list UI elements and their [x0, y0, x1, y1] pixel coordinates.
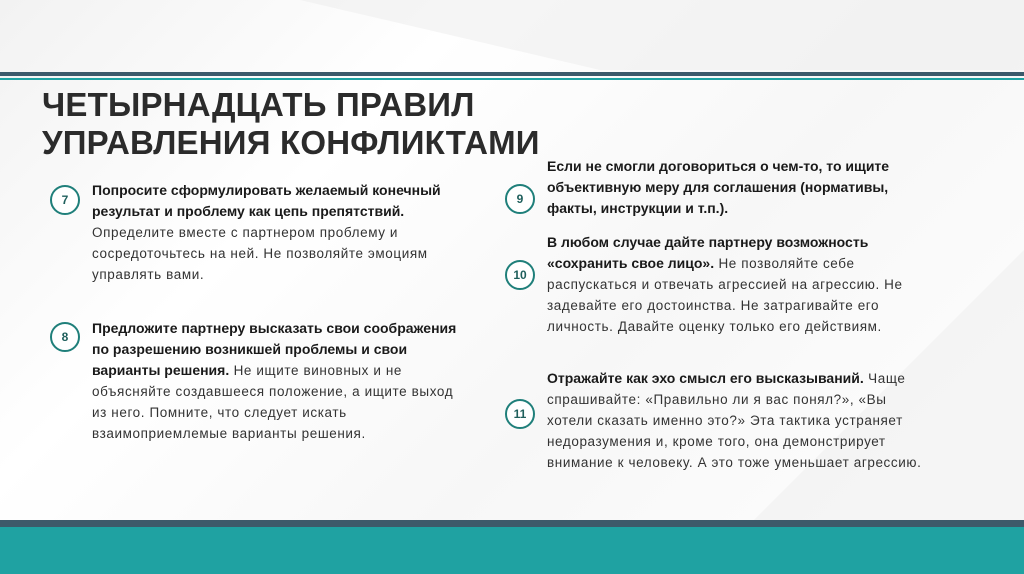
footer-band [0, 527, 1024, 574]
rule-text [92, 180, 452, 285]
number-badge: 11 [505, 399, 535, 429]
slide-title-line2: УПРАВЛЕНИЯ КОНФЛИКТАМИ [42, 124, 540, 161]
number-badge: 10 [505, 260, 535, 290]
number-badge: 9 [505, 184, 535, 214]
rule-heading: Предложите партнеру высказать свои соображения по разрешению возникшей проблемы и свои варианты решения. [92, 320, 457, 378]
rule-heading: Если не смогли договориться о чем-то, то ищите объективную меру для соглашения (нормативы, факты, инструкции и т.п.). [547, 158, 890, 216]
rule-heading: Отражайте как эхо смысл его высказываний. [547, 370, 864, 386]
header-rule-teal [0, 78, 1024, 80]
slide-title-line1: ЧЕТЫРНАДЦАТЬ ПРАВИЛ [42, 86, 475, 123]
rule-body: Чаще спрашивайте: «Правильно ли я вас понял?», «Вы хотели сказать именно это?» Эта тактика устраняет недоразумения и, кроме того, она демонстрирует внимание к человеку. А это тоже уменьшает агрессию. [547, 371, 922, 470]
rule-body: Не ищите виновных и не объясняйте создавшееся положение, а ищите выход из него. Помните, что следует искать взаимоприемлемые варианты решения. [92, 363, 454, 441]
rule-text [547, 232, 922, 337]
rule-text [92, 318, 457, 444]
number-badge: 8 [50, 322, 80, 352]
rule-body: Определите вместе с партнером проблему и сосредоточьтесь на ней. Не позволяйте эмоциям управлять вами. [92, 225, 428, 282]
rule-text [547, 156, 927, 219]
number-badge: 7 [50, 185, 80, 215]
rule-heading: Попросите сформулировать желаемый конечный результат и проблему как цепь препятствий. [92, 182, 441, 219]
rule-body: Не позволяйте себе распускаться и отвечать агрессией на агрессию. Не задевайте его достоинства. Не затрагивайте его личность. Давайте оценку только его действиям. [547, 256, 903, 334]
rule-heading: В любом случае дайте партнеру возможность «сохранить свое лицо». [547, 234, 869, 271]
header-rule-dark [0, 72, 1024, 76]
rule-text [547, 368, 922, 473]
footer-rule-dark [0, 520, 1024, 527]
slide-title [42, 86, 540, 162]
